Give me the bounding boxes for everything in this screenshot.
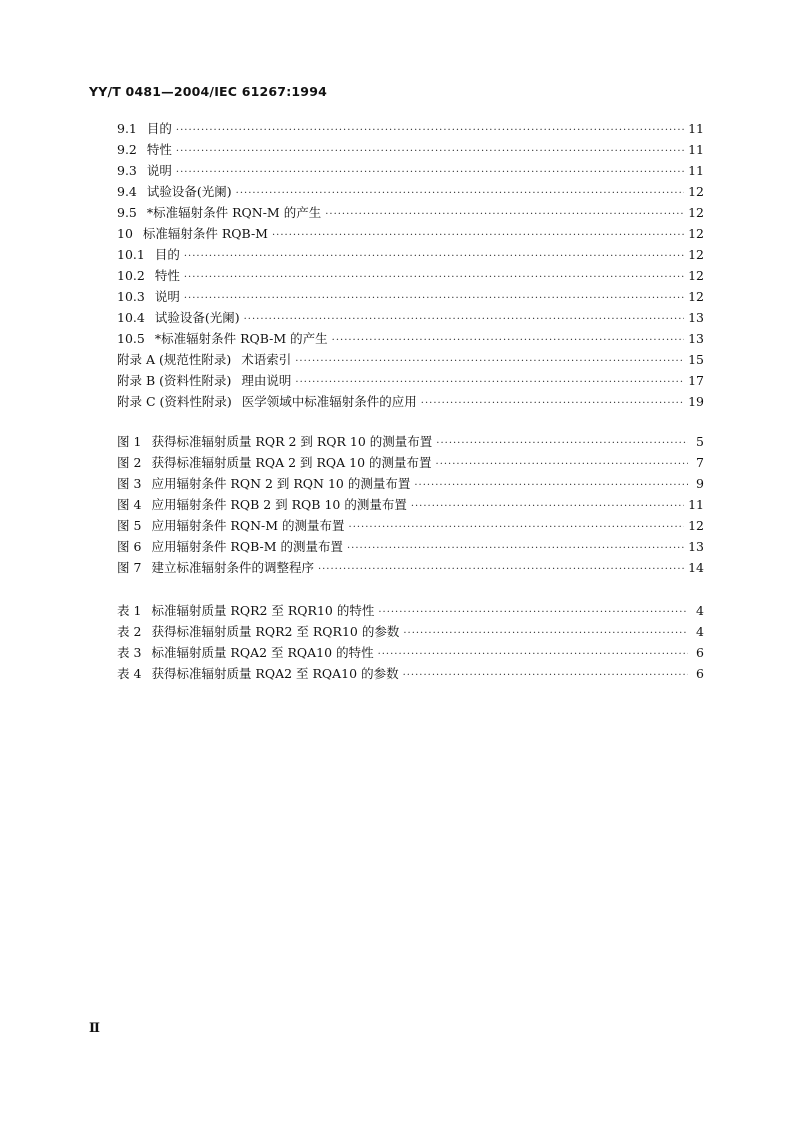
toc-entry[interactable] (117, 516, 704, 537)
dot-leader (244, 310, 684, 325)
toc-entry-page: 19 (688, 394, 704, 409)
toc-entry-page: 12 (688, 247, 704, 262)
toc-entry-number: 图 3 (117, 476, 142, 491)
toc-entry-page: 9 (696, 476, 704, 491)
toc-entry-title: *标准辐射条件 RQN-M 的产生 (146, 205, 322, 220)
toc-entry-number: 附录 C (资料性附录) (117, 394, 232, 409)
toc-entry[interactable] (117, 664, 704, 685)
dot-leader (176, 121, 684, 136)
toc-entry-title: *标准辐射条件 RQB-M 的产生 (154, 331, 328, 346)
toc-entry-page: 12 (688, 518, 704, 533)
toc-entry[interactable] (117, 140, 704, 161)
toc-entry-number: 图 5 (117, 518, 142, 533)
toc-entry[interactable] (117, 308, 704, 329)
toc-entry-number: 10 (117, 226, 133, 241)
toc-entry[interactable] (117, 453, 704, 474)
toc-entry[interactable] (117, 350, 704, 371)
toc-entry[interactable] (117, 643, 704, 664)
toc-entry-title: 应用辐射条件 RQN-M 的测量布置 (151, 518, 345, 533)
toc-entry-title: 特性 (154, 268, 180, 283)
toc-entry-number: 10.4 (117, 310, 145, 325)
toc-tables-list (117, 601, 704, 685)
toc-entry-title: 获得标准辐射质量 RQR 2 到 RQR 10 的测量布置 (151, 434, 433, 449)
toc-entry-title: 标准辐射质量 RQA2 至 RQA10 的特性 (151, 645, 374, 660)
toc-entry-number: 图 6 (117, 539, 142, 554)
dot-leader (176, 142, 684, 157)
toc-entry-title: 获得标准辐射质量 RQR2 至 RQR10 的参数 (151, 624, 400, 639)
toc-entry-number: 9.1 (117, 121, 137, 136)
toc-entry-title: 应用辐射条件 RQN 2 到 RQN 10 的测量布置 (151, 476, 411, 491)
toc-entry[interactable] (117, 119, 704, 140)
dot-leader (349, 518, 685, 533)
toc-entry-page: 13 (688, 310, 704, 325)
toc-entry-number: 图 2 (117, 455, 142, 470)
toc-entry-page: 6 (696, 645, 704, 660)
dot-leader (436, 455, 688, 470)
toc-entry-title: 标准辐射条件 RQB-M (142, 226, 268, 241)
toc-entry[interactable] (117, 203, 704, 224)
toc-entry-number: 表 1 (117, 603, 142, 618)
toc-entry-page: 12 (688, 205, 704, 220)
toc-entry[interactable] (117, 266, 704, 287)
toc-entry-number: 10.5 (117, 331, 145, 346)
toc-entry-page: 12 (688, 226, 704, 241)
toc-entry-page: 11 (688, 163, 704, 178)
dot-leader (184, 268, 684, 283)
toc-entry-number: 9.4 (117, 184, 137, 199)
toc-contents-list (117, 119, 704, 413)
toc-entry[interactable] (117, 245, 704, 266)
toc-entry[interactable] (117, 495, 704, 516)
toc-entry-title: 获得标准辐射质量 RQA 2 到 RQA 10 的测量布置 (151, 455, 432, 470)
toc-entry-title: 试验设备(光阑) (146, 184, 232, 199)
toc-entry-number: 9.2 (117, 142, 137, 157)
toc-entry-number: 10.1 (117, 247, 145, 262)
toc-entry-page: 4 (696, 624, 704, 639)
toc-entry-number: 10.2 (117, 268, 145, 283)
dot-leader (414, 476, 688, 491)
toc-entry-title: 应用辐射条件 RQB-M 的测量布置 (151, 539, 343, 554)
dot-leader (295, 373, 684, 388)
toc-entry[interactable] (117, 622, 704, 643)
toc-entry[interactable] (117, 432, 704, 453)
toc-entry-page: 7 (696, 455, 704, 470)
toc-entry-title: 目的 (154, 247, 180, 262)
toc-entry-title: 试验设备(光阑) (154, 310, 240, 325)
toc-entry-page: 6 (696, 666, 704, 681)
toc-entry-title: 建立标准辐射条件的调整程序 (151, 560, 314, 575)
dot-leader (411, 497, 684, 512)
toc-entry-title: 目的 (146, 121, 172, 136)
toc-entry[interactable] (117, 371, 704, 392)
toc-entry[interactable] (117, 182, 704, 203)
dot-leader (176, 163, 684, 178)
toc-entry[interactable] (117, 392, 704, 413)
dot-leader (436, 434, 688, 449)
toc-figures-list (117, 432, 704, 579)
dot-leader (378, 603, 688, 618)
dot-leader (295, 352, 684, 367)
toc-entry-number: 附录 A (规范性附录) (117, 352, 232, 367)
toc-entry-title: 理由说明 (241, 373, 292, 388)
toc-entry-title: 标准辐射质量 RQR2 至 RQR10 的特性 (151, 603, 375, 618)
toc-entry[interactable] (117, 329, 704, 350)
toc-entry[interactable] (117, 601, 704, 622)
toc-entry[interactable] (117, 224, 704, 245)
dot-leader (332, 331, 684, 346)
toc-entry-page: 4 (696, 603, 704, 618)
dot-leader (403, 624, 688, 639)
toc-entry[interactable] (117, 474, 704, 495)
toc-entry-page: 13 (688, 331, 704, 346)
toc-entry-number: 表 3 (117, 645, 142, 660)
toc-entry-number: 表 2 (117, 624, 142, 639)
toc-entry-title: 说明 (154, 289, 180, 304)
toc-entry-page: 17 (688, 373, 704, 388)
toc-entry-page: 11 (688, 497, 704, 512)
dot-leader (403, 666, 688, 681)
dot-leader (347, 539, 684, 554)
toc-entry-number: 9.5 (117, 205, 137, 220)
toc-entry-page: 11 (688, 142, 704, 157)
toc-entry-page: 12 (688, 268, 704, 283)
toc-entry-title: 应用辐射条件 RQB 2 到 RQB 10 的测量布置 (151, 497, 407, 512)
toc-entry-page: 12 (688, 289, 704, 304)
toc-entry-number: 10.3 (117, 289, 145, 304)
toc-entry-number: 附录 B (资料性附录) (117, 373, 232, 388)
toc-entry-number: 图 7 (117, 560, 142, 575)
toc-entry-page: 5 (696, 434, 704, 449)
toc-entry-page: 14 (688, 560, 704, 575)
toc-entry-page: 11 (688, 121, 704, 136)
toc-entry-title: 医学领域中标准辐射条件的应用 (241, 394, 417, 409)
toc-entry[interactable] (117, 287, 704, 308)
toc-entry-number: 表 4 (117, 666, 142, 681)
dot-leader (184, 289, 684, 304)
toc-entry[interactable] (117, 558, 704, 579)
page-number: Ⅱ (89, 1021, 100, 1036)
dot-leader (318, 560, 684, 575)
toc-entry-page: 12 (688, 184, 704, 199)
document-header: YY/T 0481—2004/IEC 61267:1994 (89, 84, 327, 99)
dot-leader (184, 247, 684, 262)
toc-entry[interactable] (117, 537, 704, 558)
dot-leader (421, 394, 684, 409)
toc-entry[interactable] (117, 161, 704, 182)
toc-entry-page: 15 (688, 352, 704, 367)
toc-entry-title: 获得标准辐射质量 RQA2 至 RQA10 的参数 (151, 666, 399, 681)
dot-leader (236, 184, 684, 199)
toc-entry-number: 图 1 (117, 434, 142, 449)
toc-entry-title: 说明 (146, 163, 172, 178)
dot-leader (325, 205, 684, 220)
toc-entry-number: 9.3 (117, 163, 137, 178)
toc-entry-title: 术语索引 (241, 352, 292, 367)
toc-entry-number: 图 4 (117, 497, 142, 512)
toc-entry-title: 特性 (146, 142, 172, 157)
dot-leader (272, 226, 684, 241)
dot-leader (378, 645, 688, 660)
toc-entry-page: 13 (688, 539, 704, 554)
